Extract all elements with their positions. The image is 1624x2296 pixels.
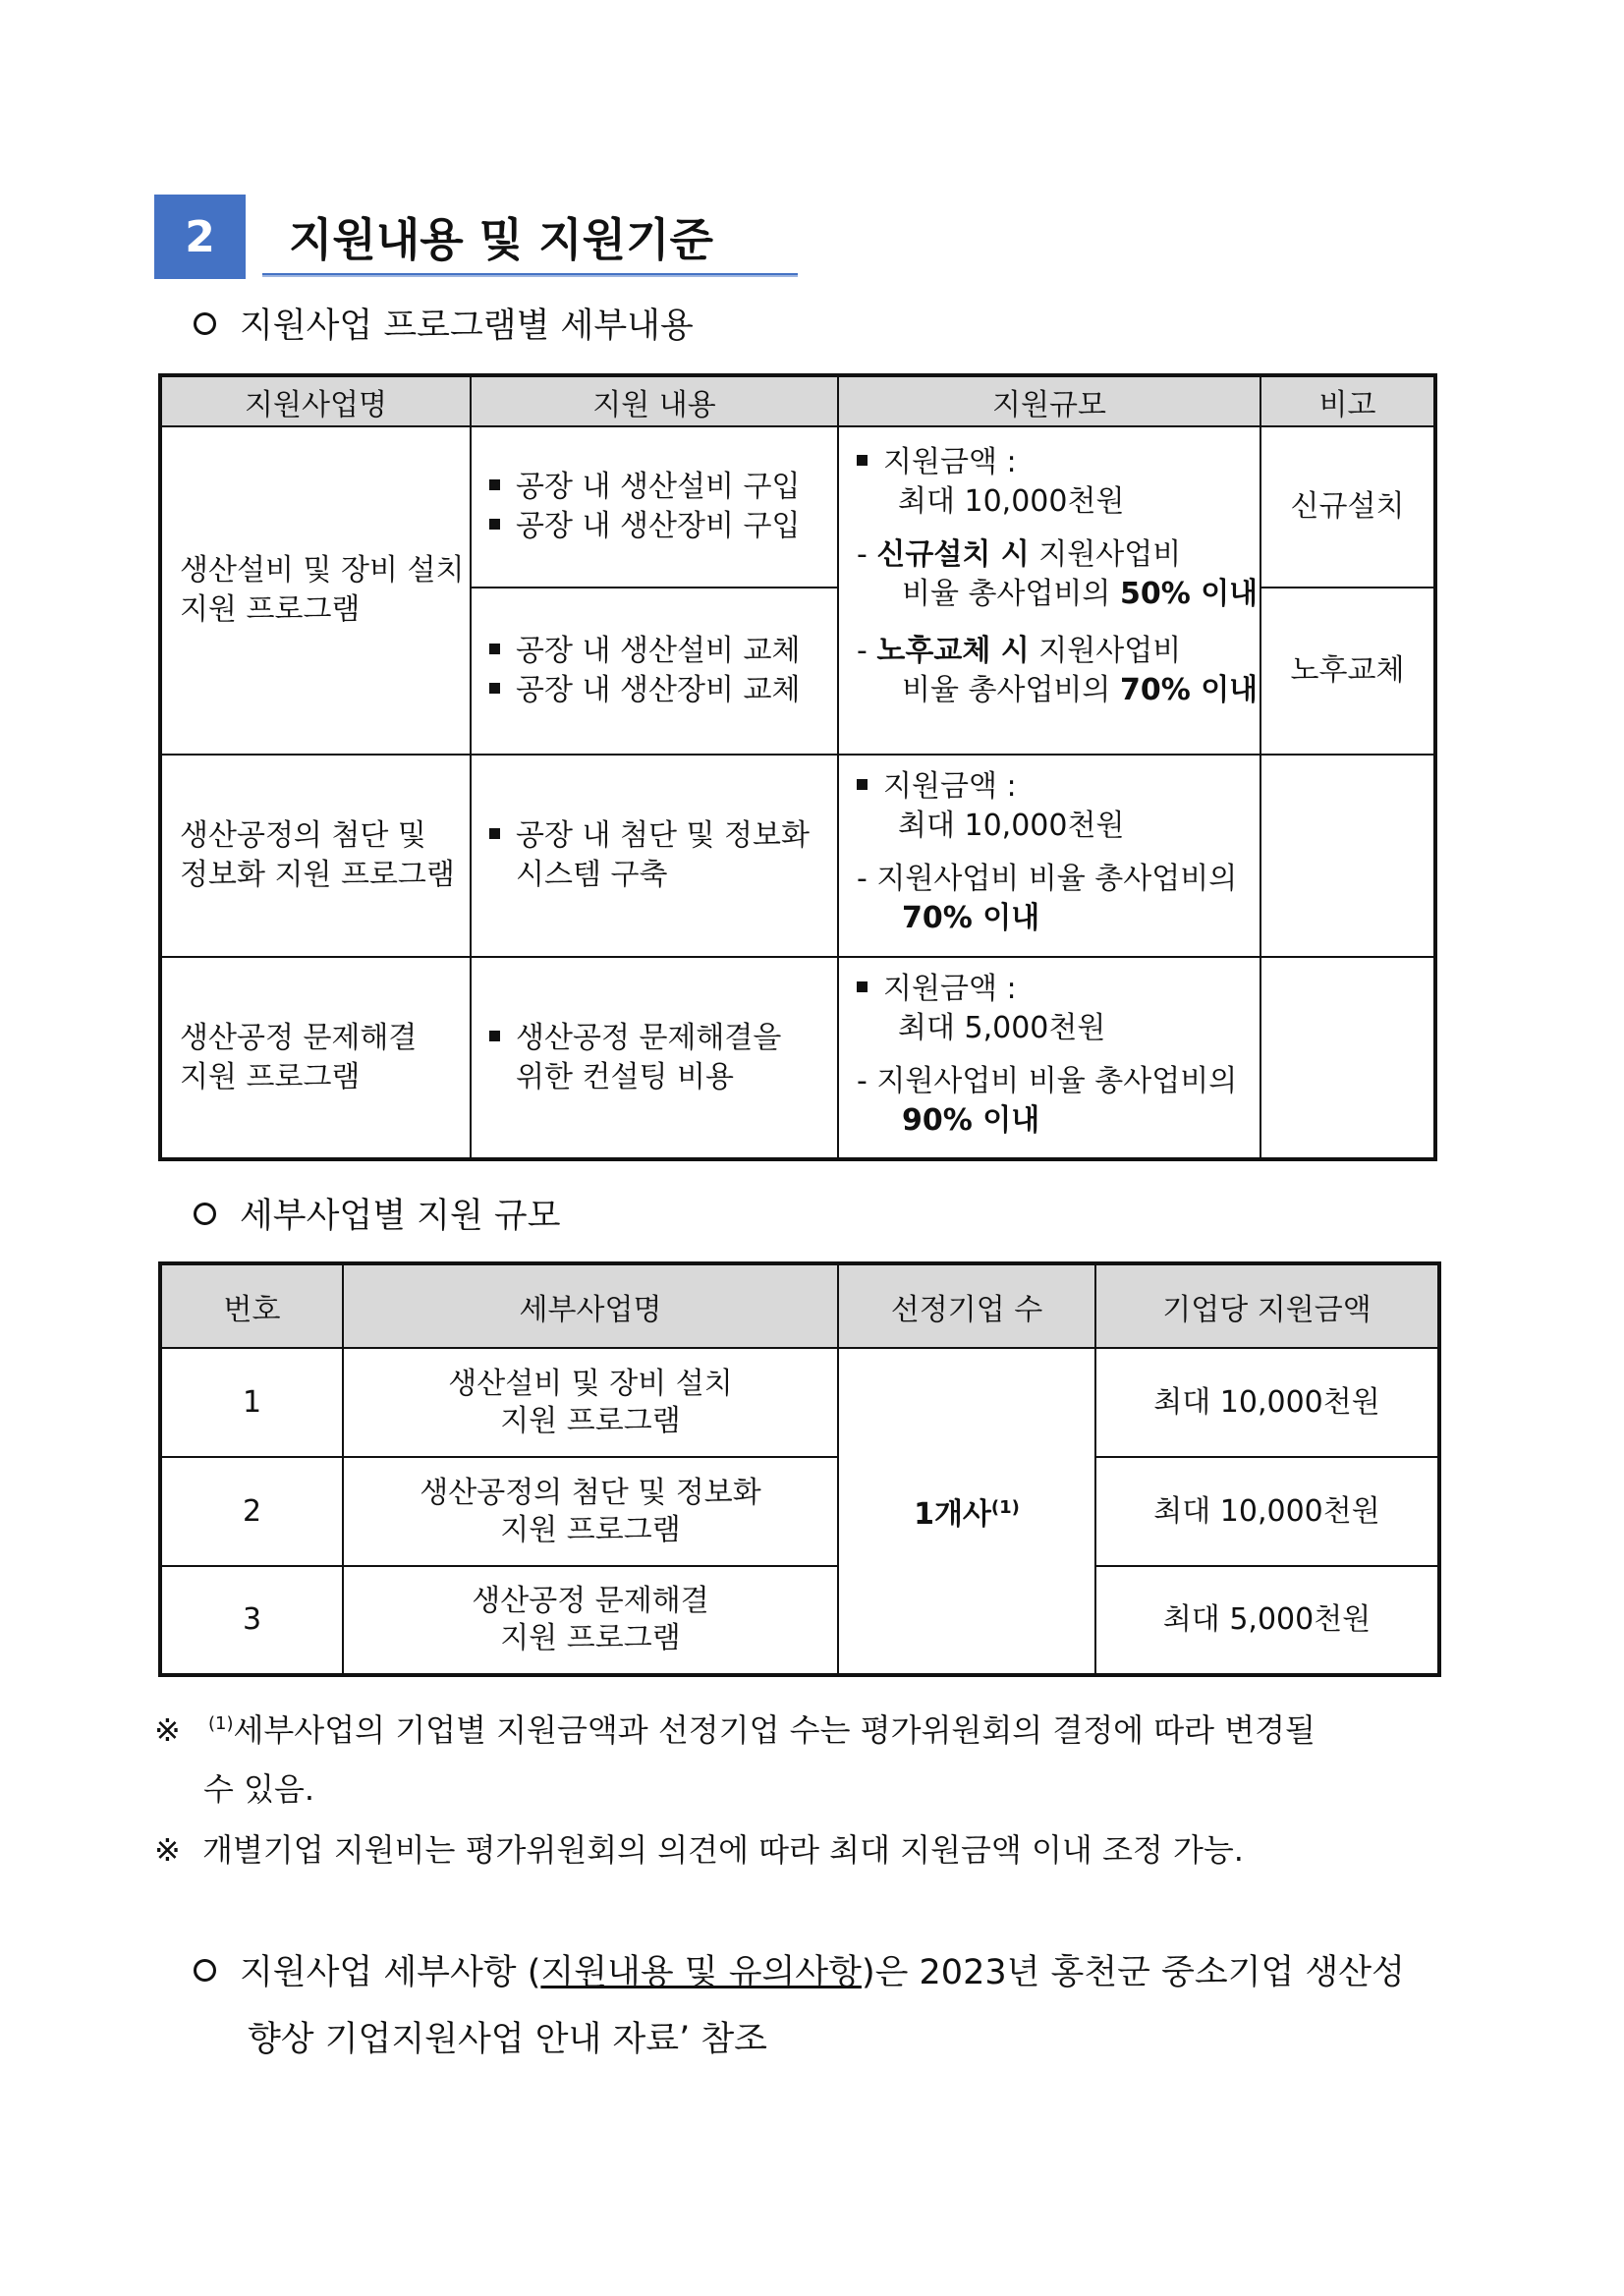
section-number: 2 — [154, 195, 246, 279]
column-header: 지원사업명 — [160, 375, 471, 426]
heading-text: 지원사업 프로그램별 세부내용 — [240, 307, 694, 346]
support-scale-cell — [838, 426, 1260, 755]
amount-cell: 최대 10,000천원 — [1095, 1457, 1439, 1566]
table-row — [160, 1348, 1439, 1457]
project-name-cell: 생산설비 및 장비 설치 지원 프로그램 — [343, 1348, 838, 1457]
table-row — [160, 1457, 1439, 1566]
column-header: 비고 — [1260, 375, 1435, 426]
note-cell: 신규설치 — [1260, 426, 1435, 588]
note-text: 개별기업 지원비는 평가위원회의 의견에 따라 최대 지원금액 이내 조정 가능. — [201, 1831, 1244, 1869]
note-text: 세부사업의 기업별 지원금액과 선정기업 수는 평가위원회의 결정에 따라 변경될 — [233, 1711, 1316, 1749]
ratio-new-detail: 비율 총사업비의 50% 이내 — [902, 577, 1259, 611]
support-scale-cell — [838, 957, 1260, 1159]
square-bullet-icon — [489, 683, 500, 694]
amount-label: 지원금액 : — [857, 970, 1260, 1009]
square-bullet-icon — [857, 981, 868, 992]
program-name-cell — [160, 426, 471, 755]
table-row — [160, 755, 1435, 957]
circle-bullet-icon — [194, 1203, 216, 1225]
column-header: 선정기업 수 — [838, 1263, 1095, 1348]
program-name-line: 생산공정 문제해결 — [180, 1020, 418, 1055]
ratio-line: - 지원사업비 비율 총사업비의 — [857, 862, 1238, 896]
circle-bullet-icon — [194, 312, 216, 335]
program-name-line: 지원 프로그램 — [180, 592, 361, 627]
square-bullet-icon — [857, 779, 868, 790]
reference-mark: ※ — [154, 1711, 181, 1749]
scale-by-project-table — [158, 1261, 1441, 1677]
amount-label: 지원금액 : — [857, 767, 1260, 807]
program-name-line: 생산설비 및 장비 설치 — [180, 553, 465, 588]
program-name-cell — [160, 755, 471, 957]
project-name-cell: 생산공정의 첨단 및 정보화 지원 프로그램 — [343, 1457, 838, 1566]
support-content-cell — [471, 957, 838, 1159]
underlined-text: 지원내용 및 유의사항 — [540, 1953, 862, 1992]
footnote-ref: (1) — [207, 1713, 234, 1735]
content-item: 공장 내 생산장비 구입 — [489, 507, 837, 546]
amount-cell: 최대 10,000천원 — [1095, 1348, 1439, 1457]
final-paragraph-line2: 향상 기업지원사업 안내 자료’ 참조 — [248, 2020, 767, 2059]
amount-value: 최대 5,000천원 — [898, 1011, 1106, 1045]
circle-bullet-icon — [194, 1959, 216, 1982]
program-name-line: 정보화 지원 프로그램 — [180, 858, 455, 892]
final-paragraph: 지원사업 세부사항 ( 지원내용 및 유의사항 )은 2023년 홍천군 중소기업 생산성 — [194, 1945, 1405, 1994]
table-row — [160, 957, 1435, 1159]
heading-text: 세부사업별 지원 규모 — [240, 1197, 561, 1236]
content-item: 공장 내 생산설비 구입 — [489, 468, 837, 507]
note-1-continued: 수 있음. — [203, 1770, 315, 1808]
heading-scale-by-project — [194, 1189, 561, 1238]
amount-cell: 최대 5,000천원 — [1095, 1566, 1439, 1675]
selected-count-cell: 1개사$^{(1)}$ — [838, 1348, 1095, 1675]
section-underline — [262, 273, 798, 277]
square-bullet-icon — [489, 828, 500, 839]
content-item: 공장 내 첨단 및 정보화 — [489, 816, 837, 856]
program-name-cell — [160, 957, 471, 1159]
square-bullet-icon — [489, 1031, 500, 1041]
ratio-value: 90% 이내 — [902, 1103, 1040, 1138]
row-number: 1 — [160, 1348, 343, 1457]
content-item-continued: 시스템 구축 — [516, 858, 668, 892]
amount-value: 최대 10,000천원 — [898, 484, 1125, 519]
program-details-table — [158, 373, 1437, 1161]
reference-mark: ※ — [154, 1831, 181, 1869]
note-1 — [154, 1706, 1316, 1751]
support-scale-cell — [838, 755, 1260, 957]
section-title: 지원내용 및 지원기준 — [289, 213, 713, 266]
square-bullet-icon — [489, 519, 500, 530]
support-content-cell — [471, 588, 838, 755]
column-header: 지원규모 — [838, 375, 1260, 426]
row-number: 2 — [160, 1457, 343, 1566]
ratio-new-line: - 신규설치 시 지원사업비 — [857, 537, 1182, 572]
heading-program-details — [194, 299, 694, 348]
content-item-continued: 위한 컨설팅 비용 — [516, 1059, 734, 1094]
project-name-cell: 생산공정 문제해결 지원 프로그램 — [343, 1566, 838, 1675]
square-bullet-icon — [489, 479, 500, 490]
amount-label: 지원금액 : — [857, 443, 1260, 482]
content-item: 공장 내 생산장비 교체 — [489, 671, 837, 710]
program-name-line: 지원 프로그램 — [180, 1059, 361, 1094]
note-cell: 노후교체 — [1260, 588, 1435, 755]
row-number: 3 — [160, 1566, 343, 1675]
ratio-line: - 지원사업비 비율 총사업비의 — [857, 1064, 1238, 1098]
ratio-value: 70% 이내 — [902, 901, 1040, 935]
column-header: 번호 — [160, 1263, 343, 1348]
column-header: 기업당 지원금액 — [1095, 1263, 1439, 1348]
column-header: 세부사업명 — [343, 1263, 838, 1348]
support-content-cell — [471, 755, 838, 957]
program-name-line: 생산공정의 첨단 및 — [180, 818, 426, 853]
table-header-row — [160, 1263, 1439, 1348]
square-bullet-icon — [489, 644, 500, 654]
table-row — [160, 426, 1435, 588]
ratio-old-line: - 노후교체 시 지원사업비 — [857, 634, 1182, 668]
note-cell-empty — [1260, 755, 1435, 957]
table-header-row — [160, 375, 1435, 426]
content-item: 공장 내 생산설비 교체 — [489, 632, 837, 671]
support-content-cell — [471, 426, 838, 588]
content-item: 생산공정 문제해결을 — [489, 1019, 837, 1058]
table-row — [160, 1566, 1439, 1675]
note-2 — [154, 1825, 1244, 1871]
column-header: 지원 내용 — [471, 375, 838, 426]
amount-value: 최대 10,000천원 — [898, 809, 1125, 843]
note-cell-empty — [1260, 957, 1435, 1159]
ratio-old-detail: 비율 총사업비의 70% 이내 — [902, 673, 1259, 707]
square-bullet-icon — [857, 455, 868, 466]
